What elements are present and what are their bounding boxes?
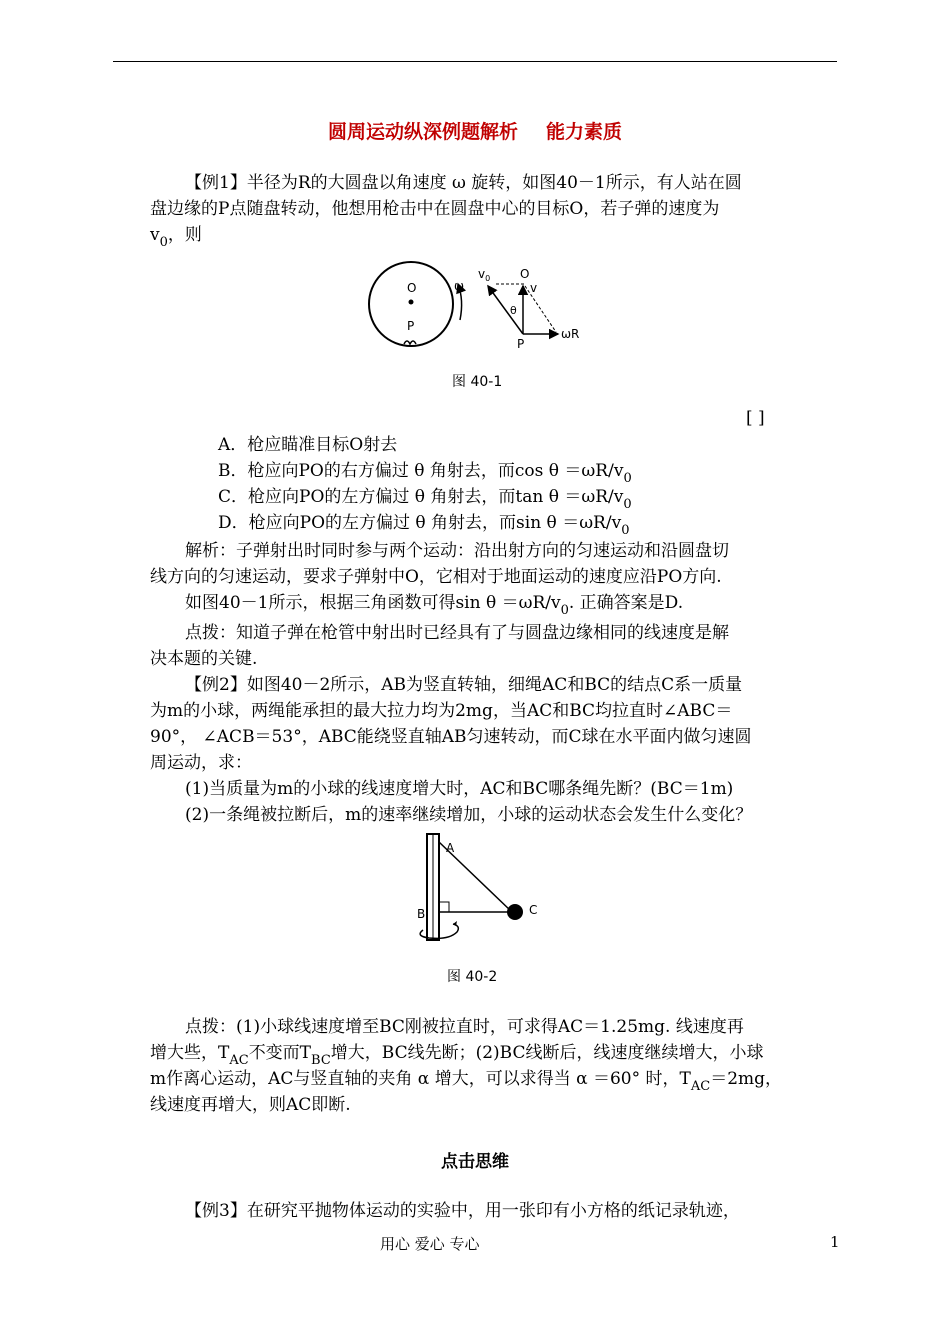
ex2-hint-line1: 点拨：(1)小球线速度增至BC刚被拉直时，可求得AC＝1.25mg. 线速度再 — [185, 1017, 744, 1037]
ex1-analysis-line2: 线方向的匀速运动，要求子弹射中O，它相对于地面运动的速度应沿PO方向. — [150, 567, 722, 587]
label-C: C — [529, 903, 538, 917]
center-dot — [409, 300, 414, 305]
page-title — [0, 117, 950, 144]
title-main: 圆周运动纵深例题解析 — [327, 121, 518, 143]
label-P: P — [407, 319, 415, 333]
label-P-vector: P — [517, 337, 525, 351]
answer-bracket: [ ] — [746, 408, 765, 428]
option-a: A．枪应瞄准目标O射去 — [218, 435, 398, 455]
ex1-hint-line1: 点拨：知道子弹在枪管中射出时已经具有了与圆盘边缘相同的线速度是解 — [185, 623, 729, 643]
ex2-line2: 为m的小球，两绳能承担的最大拉力均为2mg，当AC和BC均拉直时∠ABC＝ — [150, 701, 733, 721]
ex1-line2: 盘边缘的P点随盘转动，他想用枪击中在圆盘中心的目标O，若子弹的速度为 — [150, 199, 720, 219]
label-O: O — [407, 281, 417, 295]
label-theta: θ — [510, 304, 517, 317]
ex2-question2: (2)一条绳被拉断后，m的速率继续增加，小球的运动状态会发生什么变化？ — [185, 805, 753, 825]
label-omegaR: ωR — [561, 327, 580, 341]
figure-40-2-caption: 图 40-2 — [447, 969, 498, 985]
option-d: D．枪应向PO的左方偏过 θ 角射去，而$\sin \theta =\omega R/v_0$ — [218, 513, 630, 538]
ball-C — [507, 904, 523, 920]
vector-v0 — [488, 286, 523, 334]
ex1-hint-line2: 决本题的关键. — [150, 649, 258, 669]
right-angle-mark — [439, 902, 449, 912]
figure-40-1 — [360, 258, 600, 358]
header-rule — [113, 61, 837, 62]
person-marker — [404, 341, 416, 344]
title-sub: 能力素质 — [546, 121, 623, 143]
ex2-hint-line4: 线速度再增大，则AC即断. — [150, 1095, 351, 1115]
ex1-line3: $v_0$，则 — [150, 225, 202, 250]
label-omega: ω — [454, 279, 465, 293]
ex2-hint-line2: 增大些，$T_{AC}$不变而$T_{BC}$增大，BC线先断；(2)BC线断后，线速度继续增大，小球 — [150, 1043, 764, 1068]
figure-40-2 — [405, 830, 555, 950]
label-v: v — [530, 281, 538, 295]
ex1-line1: 【例1】半径为R的大圆盘以角速度 ω 旋转，如图40－1所示，有人站在圆 — [185, 173, 742, 193]
ex2-hint-line3: m作离心运动，AC与竖直轴的夹角 α 增大，可以求得当 α ＝60° 时，$T_{AC}=2mg$， — [150, 1069, 783, 1094]
ex2-question1: (1)当质量为m的小球的线速度增大时，AC和BC哪条绳先断？(BC＝1m) — [185, 779, 734, 799]
ex1-analysis-line3: 如图40－1所示，根据三角函数可得$\sin \theta =\omega R/v_0$. 正确答案是D. — [185, 593, 684, 618]
ex2-line3: 90°， ∠ACB＝53°，ABC能绕竖直轴AB匀速转动，而C球在水平面内做匀速圆 — [150, 727, 752, 747]
page-number: 1 — [830, 1233, 840, 1251]
page-footer: 用心 爱心 专心 — [380, 1235, 480, 1253]
ex3-line1: 【例3】在研究平抛物体运动的实验中，用一张印有小方格的纸记录轨迹， — [185, 1201, 740, 1221]
figure-40-1-caption: 图 40-1 — [452, 374, 503, 390]
ex1-analysis-line1: 解析：子弹射出时同时参与两个运动：沿出射方向的匀速运动和沿圆盘切 — [185, 541, 729, 561]
option-b: B．枪应向PO的右方偏过 θ 角射去，而$\cos \theta =\omega R/v_0$ — [218, 461, 632, 486]
label-A: A — [446, 841, 455, 855]
ex2-line1: 【例2】如图40－2所示，AB为竖直转轴，细绳AC和BC的结点C系一质量 — [185, 675, 743, 695]
label-B: B — [417, 907, 426, 921]
ex2-line4: 周运动，求： — [150, 753, 252, 773]
option-c: C．枪应向PO的左方偏过 θ 角射去，而$\tan \theta =\omega R/v_0$ — [218, 487, 632, 512]
section-heading: 点击思维 — [441, 1152, 509, 1172]
label-O-vector: O — [520, 267, 530, 281]
label-v0: $v_0$ — [478, 267, 491, 283]
